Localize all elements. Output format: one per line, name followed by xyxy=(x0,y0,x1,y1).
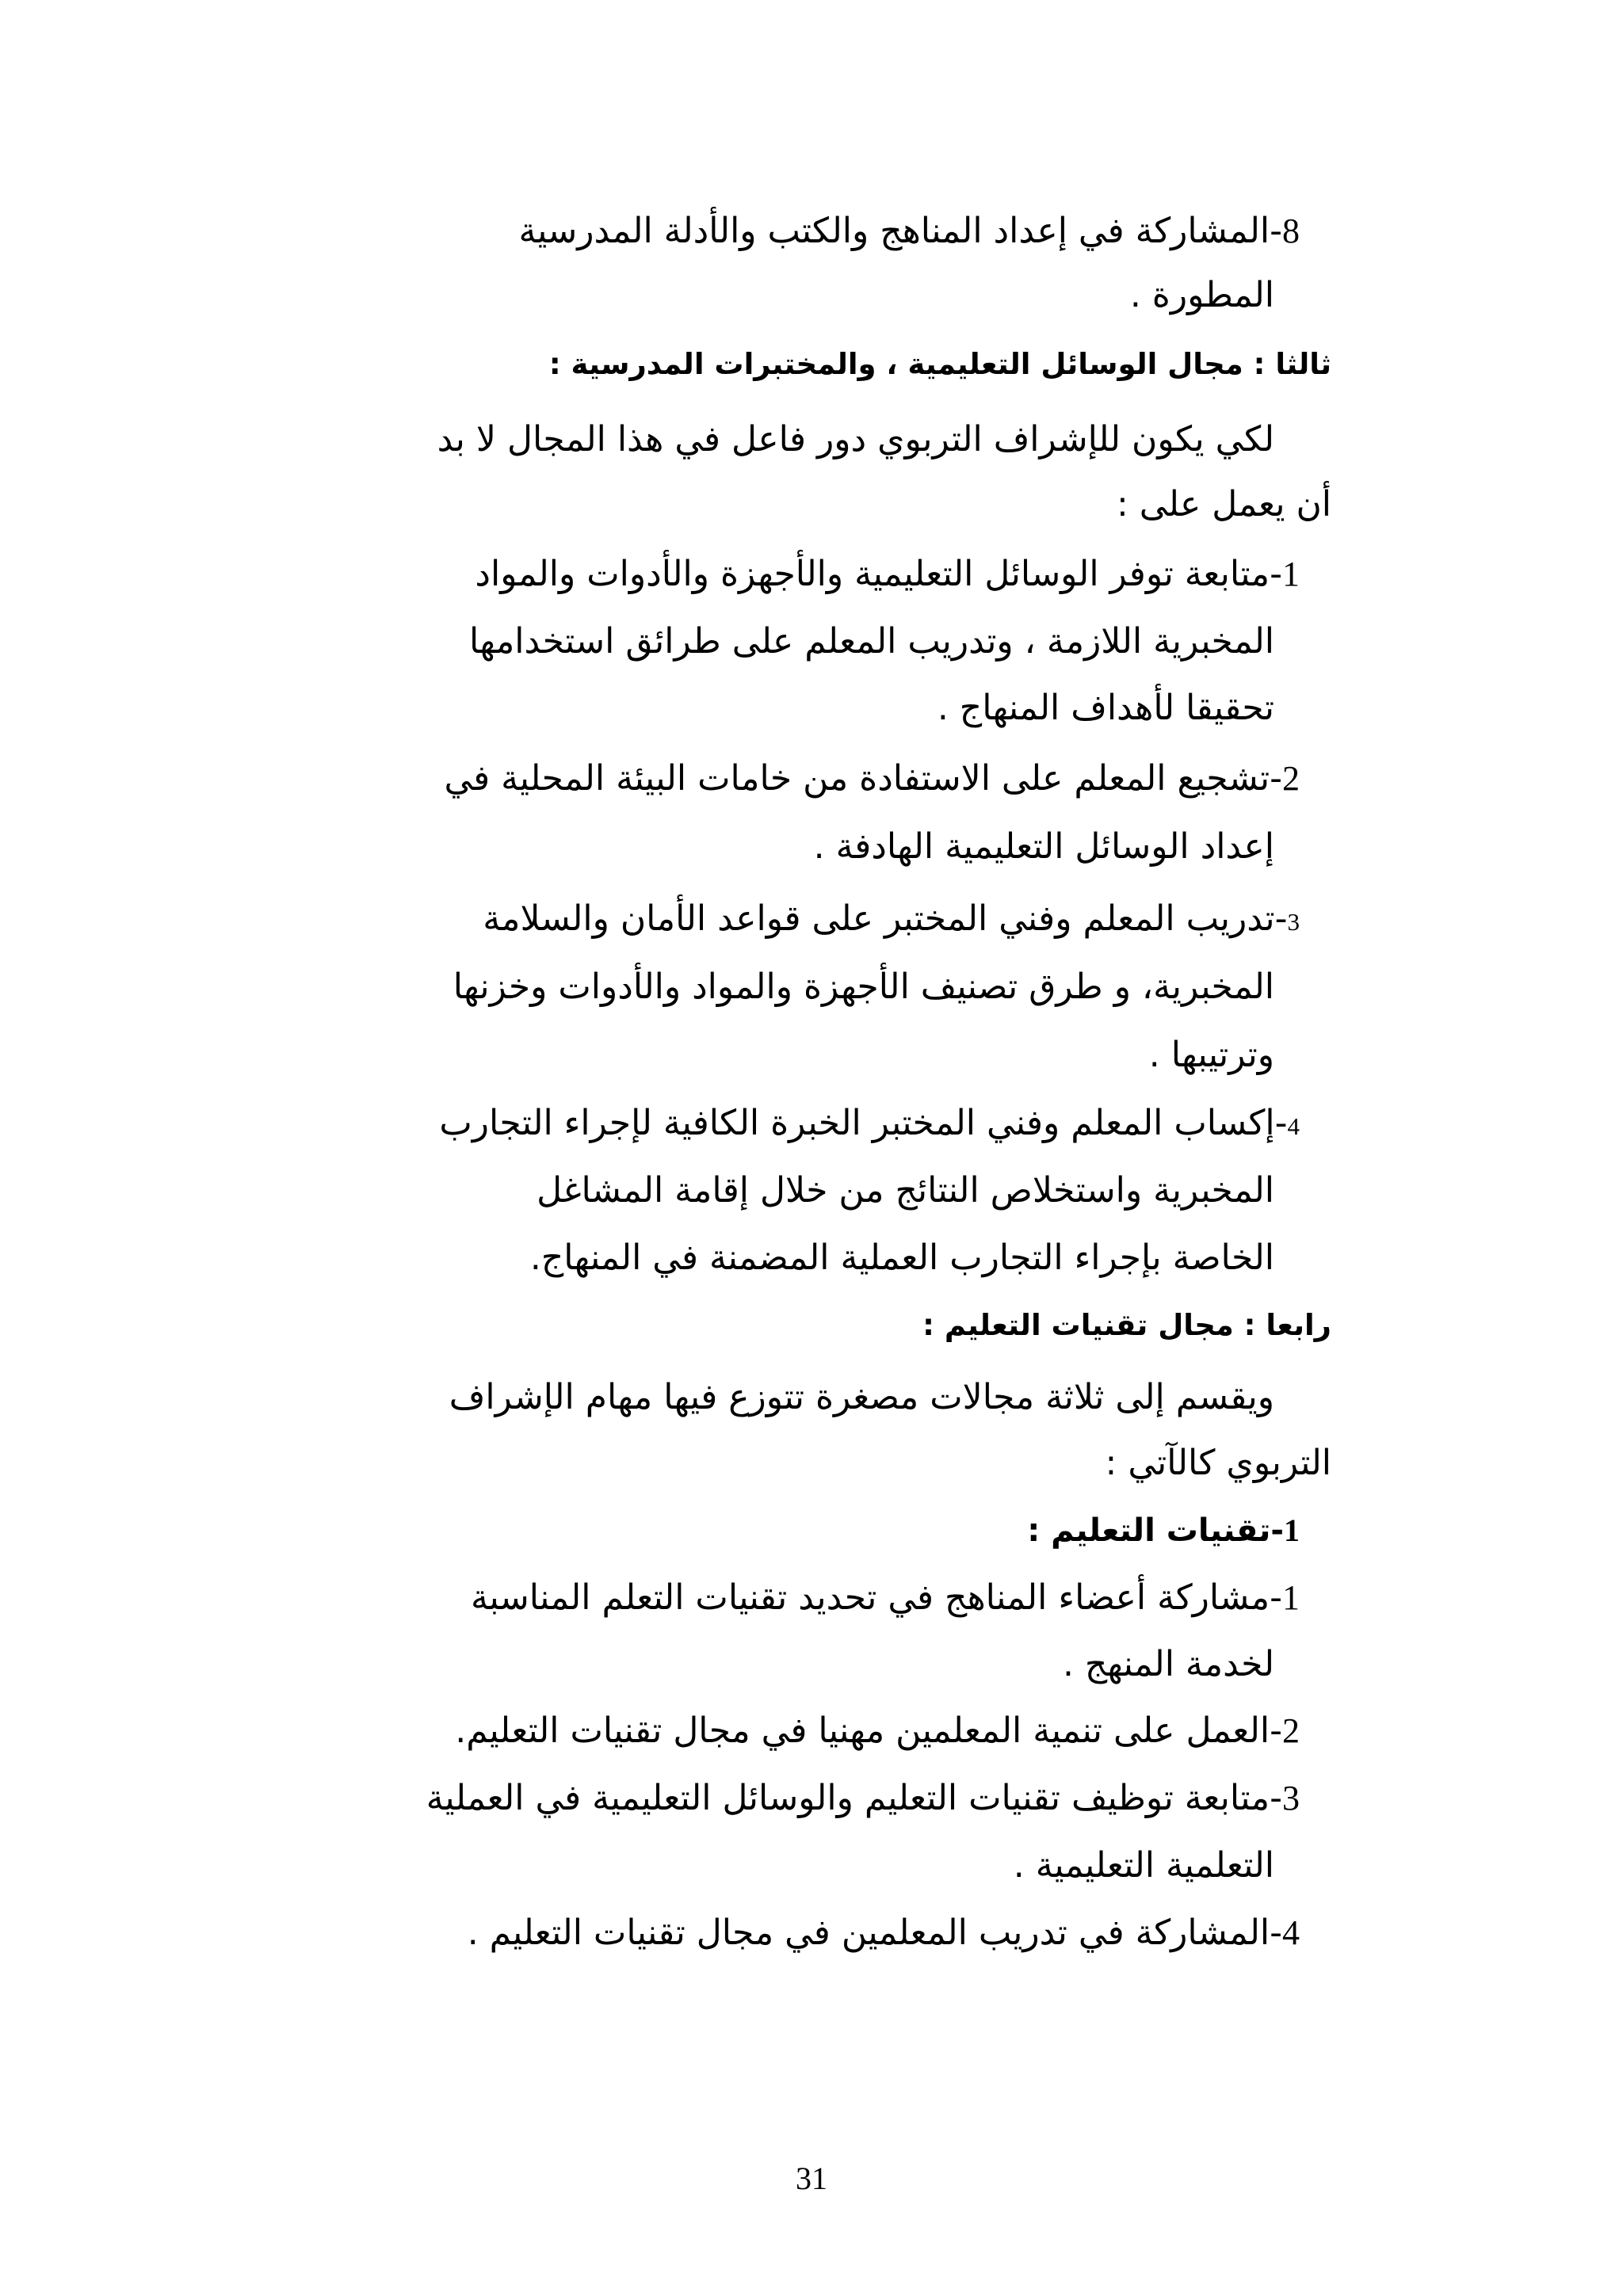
paragraph-line: التربوي كالآتي : xyxy=(1105,1443,1331,1483)
section-heading: رابعا : مجال تقنيات التعليم : xyxy=(922,1308,1331,1342)
list-item: 3-متابعة توظيف تقنيات التعليم والوسائل التعليمية في العملية xyxy=(426,1778,1300,1818)
list-item-continuation: المخبرية واستخلاص النتائج من خلال إقامة المشاغل xyxy=(537,1170,1274,1211)
paragraph-line: ويقسم إلى ثلاثة مجالات مصغرة تتوزع فيها مهام الإشراف xyxy=(449,1377,1274,1417)
list-item-continuation: الخاصة بإجراء التجارب العملية المضمنة في المنهاج. xyxy=(529,1238,1274,1278)
paragraph-line: 8-المشاركة في إعداد المناهج والكتب والأدلة المدرسية xyxy=(518,211,1300,251)
list-item: 4-إكساب المعلم وفني المختبر الخبرة الكافية لإجراء التجارب xyxy=(439,1103,1300,1143)
subsection-heading: 1-تقنيات التعليم : xyxy=(1027,1512,1300,1549)
list-item: 4-المشاركة في تدريب المعلمين في مجال تقنيات التعليم . xyxy=(467,1913,1300,1953)
list-item: 2-تشجيع المعلم على الاستفادة من خامات البيئة المحلية في xyxy=(444,758,1300,799)
list-item-continuation: المخبرية اللازمة ، وتدريب المعلم على طرائق استخدامها xyxy=(469,621,1274,662)
list-item: 3-تدريب المعلم وفني المختبر على قواعد الأمان والسلامة xyxy=(483,898,1300,939)
list-item-continuation: إعداد الوسائل التعليمية الهادفة . xyxy=(813,826,1274,867)
list-item: 2-العمل على تنمية المعلمين مهنيا في مجال تقنيات التعليم. xyxy=(455,1711,1300,1751)
list-item-continuation: لخدمة المنهج . xyxy=(1062,1644,1274,1684)
section-heading: ثالثا : مجال الوسائل التعليمية ، والمختبرات المدرسية : xyxy=(548,347,1331,381)
paragraph-line: المطورة . xyxy=(1129,275,1274,315)
list-item-continuation: المخبرية، و طرق تصنيف الأجهزة والمواد والأدوات وخزنها xyxy=(453,967,1274,1007)
list-item: 1-متابعة توفر الوسائل التعليمية والأجهزة والأدوات والمواد xyxy=(475,554,1300,594)
list-item-continuation: وترتيبها . xyxy=(1148,1035,1274,1075)
paragraph-line: أن يعمل على : xyxy=(1116,484,1331,524)
list-item-continuation: تحقيقا لأهداف المنهاج . xyxy=(937,688,1274,728)
page-number: 31 xyxy=(796,2161,827,2196)
paragraph-line: لكي يكون للإشراف التربوي دور فاعل في هذا المجال لا بد xyxy=(437,419,1274,460)
list-item: 1-مشاركة أعضاء المناهج في تحديد تقنيات التعلم المناسبة xyxy=(470,1577,1300,1618)
list-item-continuation: التعلمية التعليمية . xyxy=(1013,1845,1274,1886)
